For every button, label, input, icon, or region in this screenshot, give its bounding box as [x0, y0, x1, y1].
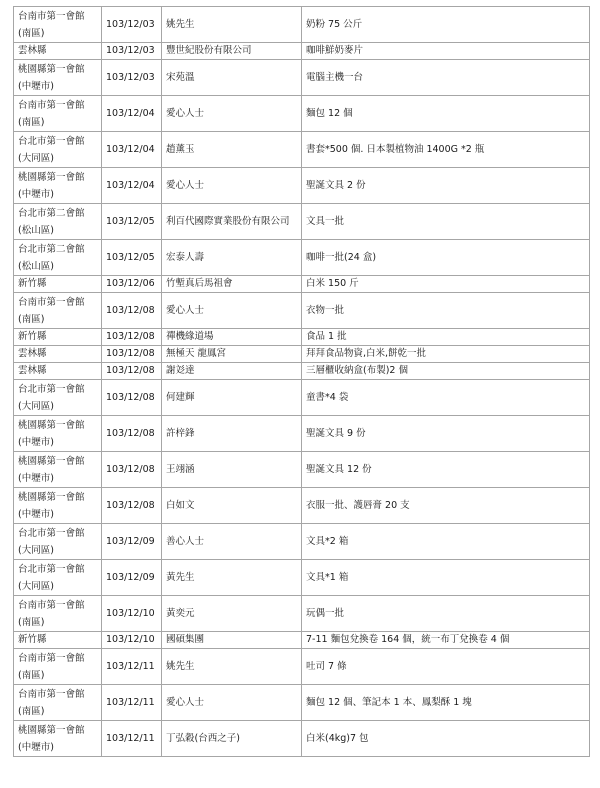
unit-name: 台南市第一會館: [18, 296, 85, 308]
cell-donor: 愛心人士: [162, 685, 302, 721]
unit-name: 桃園縣第一會館: [18, 724, 85, 736]
cell-date: 103/12/03: [102, 43, 162, 60]
cell-donor: 何建輝: [162, 380, 302, 416]
cell-unit: [14, 524, 102, 560]
cell-donor: 愛心人士: [162, 168, 302, 204]
table-row: [14, 43, 590, 60]
table-row: [14, 346, 590, 363]
cell-date: 103/12/08: [102, 416, 162, 452]
table-row: [14, 240, 590, 276]
cell-donor: 豐世紀股份有限公司: [162, 43, 302, 60]
cell-unit: [14, 293, 102, 329]
unit-district: (松山區): [18, 224, 54, 236]
cell-unit: [14, 329, 102, 346]
unit-name: 桃園縣第一會館: [18, 455, 85, 467]
table-row: [14, 685, 590, 721]
cell-date: 103/12/03: [102, 60, 162, 96]
cell-date: 103/12/11: [102, 685, 162, 721]
cell-item: 玩偶一批: [302, 596, 590, 632]
table-row: [14, 416, 590, 452]
table-row: [14, 721, 590, 757]
cell-item: 食品 1 批: [302, 329, 590, 346]
cell-donor: 國碩集團: [162, 632, 302, 649]
unit-district: (中壢市): [18, 436, 54, 448]
table-row: [14, 60, 590, 96]
cell-date: 103/12/10: [102, 596, 162, 632]
cell-item: 文具*2 箱: [302, 524, 590, 560]
unit-district: (松山區): [18, 260, 54, 272]
cell-date: 103/12/08: [102, 346, 162, 363]
unit-district: (南區): [18, 616, 45, 628]
cell-date: 103/12/05: [102, 204, 162, 240]
table-row: [14, 632, 590, 649]
unit-district: (中壢市): [18, 508, 54, 520]
cell-unit: [14, 43, 102, 60]
unit-district: (南區): [18, 116, 45, 128]
cell-item: 吐司 7 條: [302, 649, 590, 685]
unit-name: 台北市第一會館: [18, 383, 85, 395]
unit-district: (中壢市): [18, 188, 54, 200]
table-row: [14, 649, 590, 685]
cell-date: 103/12/08: [102, 293, 162, 329]
unit-name: 雲林縣: [18, 45, 47, 56]
cell-unit: [14, 346, 102, 363]
unit-district: (大同區): [18, 544, 54, 556]
cell-donor: 黃奕元: [162, 596, 302, 632]
cell-unit: [14, 685, 102, 721]
cell-item: 文具一批: [302, 204, 590, 240]
cell-donor: 姚先生: [162, 7, 302, 43]
cell-date: 103/12/04: [102, 96, 162, 132]
cell-item: 聖誕文具 2 份: [302, 168, 590, 204]
cell-item: 麵包 12 個: [302, 96, 590, 132]
unit-district: (大同區): [18, 400, 54, 412]
cell-donor: 趙薰玉: [162, 132, 302, 168]
cell-date: 103/12/05: [102, 240, 162, 276]
table-row: [14, 596, 590, 632]
cell-date: 103/12/11: [102, 649, 162, 685]
cell-unit: [14, 721, 102, 757]
cell-unit: [14, 632, 102, 649]
cell-donor: 姚先生: [162, 649, 302, 685]
cell-donor: 利百代國際實業股份有限公司: [162, 204, 302, 240]
unit-district: (中壢市): [18, 741, 54, 753]
cell-unit: [14, 168, 102, 204]
unit-name: 台北市第一會館: [18, 135, 85, 147]
unit-name: 台南市第一會館: [18, 688, 85, 700]
cell-unit: [14, 596, 102, 632]
unit-name: 雲林縣: [18, 348, 47, 359]
cell-item: 咖啡鮮奶麥片: [302, 43, 590, 60]
cell-donor: 許梓鋒: [162, 416, 302, 452]
unit-name: 桃園縣第一會館: [18, 171, 85, 183]
table-row: [14, 524, 590, 560]
table-row: [14, 96, 590, 132]
cell-item: 三層櫃收納盒(布製)2 個: [302, 363, 590, 380]
unit-name: 台南市第一會館: [18, 99, 85, 111]
cell-date: 103/12/09: [102, 524, 162, 560]
cell-date: 103/12/08: [102, 380, 162, 416]
cell-unit: [14, 560, 102, 596]
cell-unit: [14, 452, 102, 488]
unit-name: 台南市第一會館: [18, 652, 85, 664]
table-row: [14, 329, 590, 346]
unit-district: (大同區): [18, 580, 54, 592]
unit-name: 台北市第一會館: [18, 527, 85, 539]
unit-district: (南區): [18, 669, 45, 681]
unit-name: 桃園縣第一會館: [18, 491, 85, 503]
donation-table: [13, 6, 590, 757]
donation-table-body: [14, 7, 590, 757]
cell-donor: 無極天 龍鳳宮: [162, 346, 302, 363]
table-row: [14, 7, 590, 43]
unit-district: (中壢市): [18, 80, 54, 92]
unit-name: 台北市第二會館: [18, 243, 85, 255]
cell-unit: [14, 60, 102, 96]
cell-donor: 黃先生: [162, 560, 302, 596]
cell-donor: 宋苑溫: [162, 60, 302, 96]
cell-unit: [14, 7, 102, 43]
table-row: [14, 380, 590, 416]
cell-date: 103/12/04: [102, 168, 162, 204]
cell-donor: 愛心人士: [162, 293, 302, 329]
cell-date: 103/12/06: [102, 276, 162, 293]
cell-date: 103/12/11: [102, 721, 162, 757]
cell-donor: 丁弘穀(台西之子): [162, 721, 302, 757]
cell-item: 白米 150 斤: [302, 276, 590, 293]
cell-item: 奶粉 75 公斤: [302, 7, 590, 43]
cell-item: 書套*500 個. 日本製植物油 1400G *2 瓶: [302, 132, 590, 168]
cell-unit: [14, 363, 102, 380]
unit-name: 台南市第一會館: [18, 10, 85, 22]
cell-item: 童書*4 袋: [302, 380, 590, 416]
unit-district: (南區): [18, 313, 45, 325]
cell-unit: [14, 380, 102, 416]
cell-item: 文具*1 箱: [302, 560, 590, 596]
unit-district: (南區): [18, 705, 45, 717]
cell-unit: [14, 276, 102, 293]
cell-item: 衣物一批: [302, 293, 590, 329]
unit-name: 台北市第一會館: [18, 563, 85, 575]
cell-donor: 王翊涵: [162, 452, 302, 488]
cell-item: 聖誕文具 9 份: [302, 416, 590, 452]
table-row: [14, 204, 590, 240]
cell-donor: 白如文: [162, 488, 302, 524]
table-row: [14, 293, 590, 329]
cell-donor: 愛心人士: [162, 96, 302, 132]
cell-item: 7-11 麵包兌換卷 164 個，統一布丁兌換卷 4 個: [302, 632, 590, 649]
cell-item: 衣服一批、護唇膏 20 支: [302, 488, 590, 524]
cell-donor: 善心人士: [162, 524, 302, 560]
unit-name: 新竹縣: [18, 634, 47, 645]
cell-unit: [14, 416, 102, 452]
cell-item: 麵包 12 個、筆記本 1 本、鳳梨酥 1 塊: [302, 685, 590, 721]
table-row: [14, 276, 590, 293]
cell-donor: 竹塹真后馬祖會: [162, 276, 302, 293]
table-row: [14, 452, 590, 488]
cell-unit: [14, 649, 102, 685]
cell-unit: [14, 96, 102, 132]
cell-item: 白米(4kg)7 包: [302, 721, 590, 757]
unit-district: (大同區): [18, 152, 54, 164]
table-row: [14, 363, 590, 380]
unit-name: 桃園縣第一會館: [18, 419, 85, 431]
unit-district: (中壢市): [18, 472, 54, 484]
cell-item: 電腦主機一台: [302, 60, 590, 96]
unit-name: 台北市第二會館: [18, 207, 85, 219]
unit-district: (南區): [18, 27, 45, 39]
table-row: [14, 488, 590, 524]
cell-date: 103/12/03: [102, 7, 162, 43]
cell-unit: [14, 488, 102, 524]
table-row: [14, 168, 590, 204]
unit-name: 桃園縣第一會館: [18, 63, 85, 75]
cell-donor: 謝彣達: [162, 363, 302, 380]
cell-date: 103/12/08: [102, 329, 162, 346]
unit-name: 台南市第一會館: [18, 599, 85, 611]
cell-donor: 宏泰人壽: [162, 240, 302, 276]
cell-item: 聖誕文具 12 份: [302, 452, 590, 488]
cell-unit: [14, 240, 102, 276]
unit-name: 新竹縣: [18, 331, 47, 342]
cell-date: 103/12/08: [102, 363, 162, 380]
unit-name: 雲林縣: [18, 365, 47, 376]
table-row: [14, 560, 590, 596]
cell-date: 103/12/04: [102, 132, 162, 168]
cell-unit: [14, 132, 102, 168]
cell-unit: [14, 204, 102, 240]
unit-name: 新竹縣: [18, 278, 47, 289]
cell-date: 103/12/08: [102, 452, 162, 488]
cell-item: 咖啡一批(24 盒): [302, 240, 590, 276]
cell-date: 103/12/10: [102, 632, 162, 649]
cell-donor: 禪機緣道場: [162, 329, 302, 346]
cell-item: 拜拜食品物資,白米,餅乾一批: [302, 346, 590, 363]
cell-date: 103/12/09: [102, 560, 162, 596]
cell-date: 103/12/08: [102, 488, 162, 524]
table-row: [14, 132, 590, 168]
